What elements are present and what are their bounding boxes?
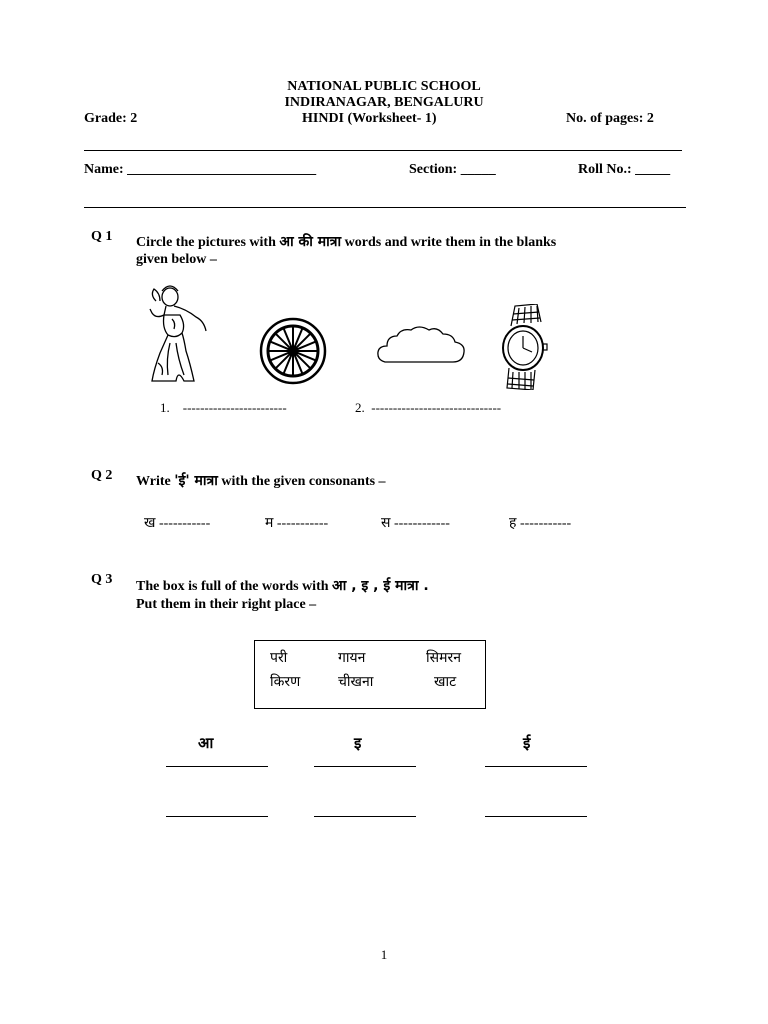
q1-text-line2: given below – <box>136 252 217 267</box>
watch-picture <box>497 304 551 390</box>
answer-blank <box>166 766 268 767</box>
q1-text <box>136 232 556 251</box>
q3-text-part1: The box is full of the words with <box>136 579 329 594</box>
box-word: गायन <box>338 650 366 666</box>
answer-blank <box>314 766 416 767</box>
q3-text-line2: Put them in their right place – <box>136 597 317 612</box>
q3-matras: आ , इ , ई मात्रा . <box>332 578 429 594</box>
dancer-picture <box>146 283 216 385</box>
q2-letter: ह <box>509 515 517 531</box>
q1-blank-1: 1. ------------------------ <box>160 400 287 415</box>
q2-number: Q 2 <box>91 468 113 483</box>
q3-text <box>136 576 429 595</box>
roll-field: Roll No.: _____ <box>578 162 671 177</box>
q2-letter: स <box>381 515 391 531</box>
grade-label: Grade: 2 <box>84 111 138 126</box>
page-number: 1 <box>380 947 388 962</box>
box-word: खाट <box>434 674 457 690</box>
q2-item-3 <box>381 513 450 532</box>
column-header-ii: ई <box>523 734 531 752</box>
box-word: किरण <box>270 674 301 690</box>
box-word: चीखना <box>338 674 374 690</box>
q2-matra: 'ई' मात्रा <box>174 473 218 489</box>
q3-number: Q 3 <box>91 572 113 587</box>
answer-blank <box>485 816 587 817</box>
q2-item-2 <box>265 513 328 532</box>
answer-blank <box>314 816 416 817</box>
q1-matra: आ की मात्रा <box>279 234 342 250</box>
cloud-picture <box>375 322 467 368</box>
q2-item-1 <box>144 513 210 532</box>
name-field: Name: ___________________________ <box>84 162 317 177</box>
q1-text-part2: words and write them in the blanks <box>344 235 557 250</box>
q2-letter: म <box>265 515 274 531</box>
q1-number: Q 1 <box>91 229 113 244</box>
q1-text-part1: Circle the pictures with <box>136 235 276 250</box>
box-word: सिमरन <box>426 650 461 666</box>
q2-letter: ख <box>144 515 156 531</box>
column-header-aa: आ <box>198 734 214 752</box>
school-branch: INDIRANAGAR, BENGALURU <box>284 95 484 110</box>
answer-blank <box>485 766 587 767</box>
student-divider <box>84 207 686 208</box>
subject-label: HINDI (Worksheet- 1) <box>302 111 437 126</box>
answer-blank <box>166 816 268 817</box>
wheel-picture <box>259 317 327 385</box>
q2-item-4 <box>509 513 571 532</box>
header-divider <box>84 150 682 151</box>
column-header-i: इ <box>354 734 362 752</box>
q2-dashes: ----------- <box>158 516 211 531</box>
school-name: NATIONAL PUBLIC SCHOOL <box>287 79 481 94</box>
box-word: परी <box>270 650 288 666</box>
section-field: Section: _____ <box>409 162 496 177</box>
q1-blank-2: 2. ------------------------------ <box>355 400 502 415</box>
q2-dashes: ----------- <box>519 516 572 531</box>
q2-dashes: ------------ <box>393 516 450 531</box>
pages-label: No. of pages: 2 <box>566 111 654 126</box>
q2-text-part2: with the given consonants – <box>221 474 386 489</box>
q2-text <box>136 471 386 490</box>
q2-dashes: ----------- <box>276 516 329 531</box>
q2-text-part1: Write <box>136 474 171 489</box>
